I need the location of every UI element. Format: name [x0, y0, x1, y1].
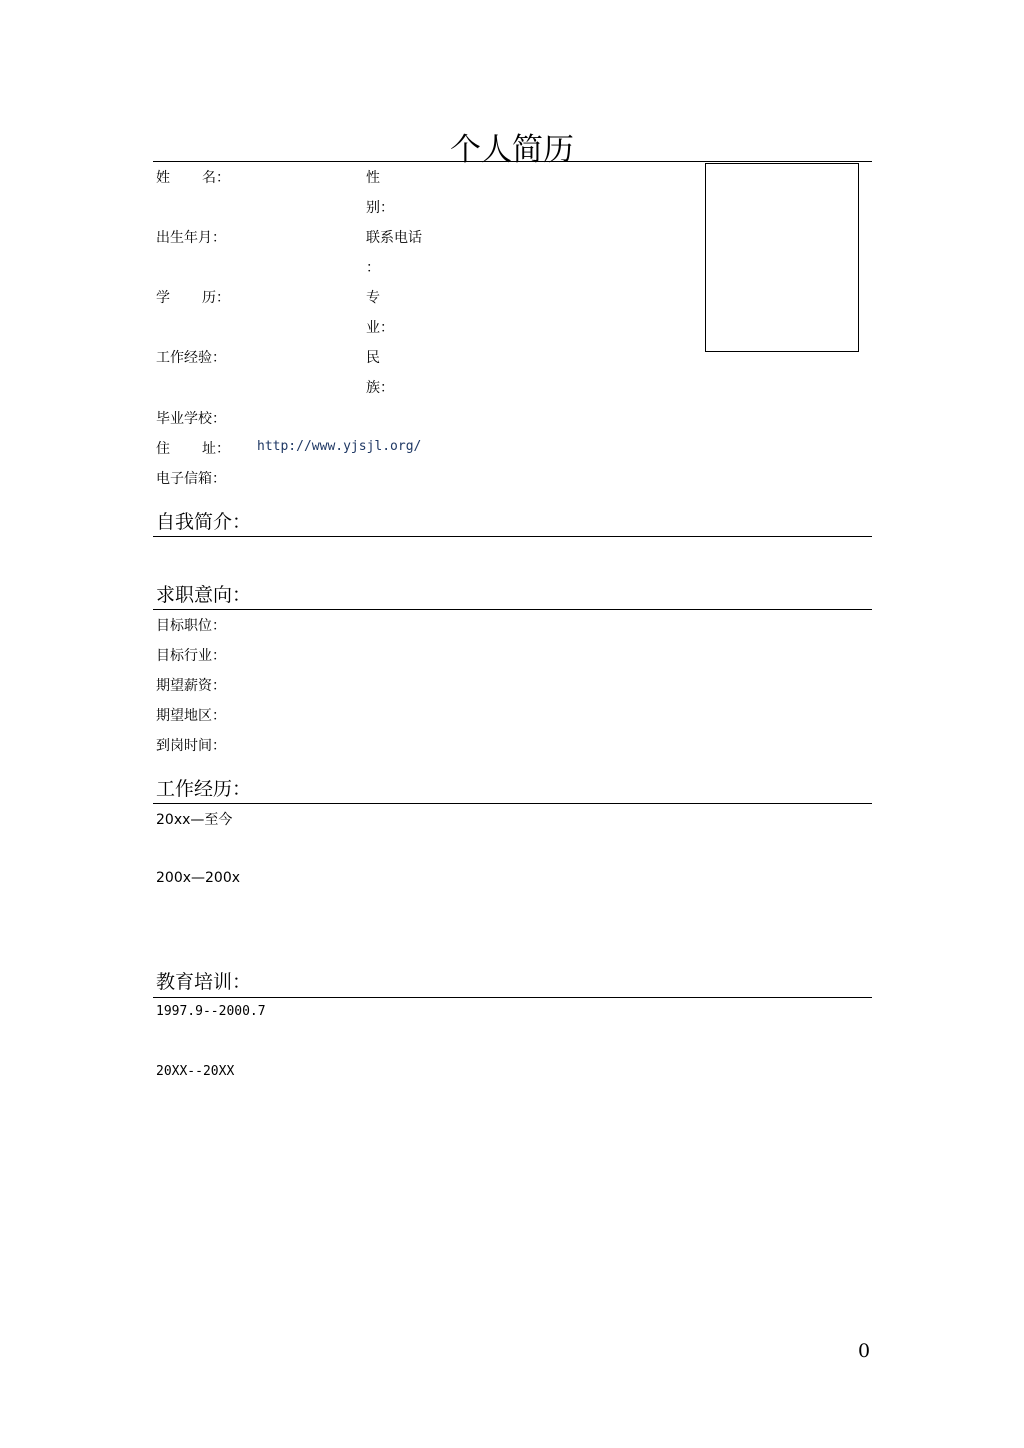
education-period-1: 1997.9--2000.7: [156, 1004, 266, 1019]
photo-placeholder: [705, 163, 859, 352]
major-label-b: 业：: [366, 320, 394, 336]
birth-label: 出生年月：: [156, 230, 226, 246]
major-label-a: 专: [366, 290, 380, 306]
school-label: 毕业学校：: [156, 411, 226, 427]
education-label-a: 学: [156, 290, 170, 306]
section-intent-heading: 求职意向：: [156, 584, 252, 606]
name-label-a: 姓: [156, 170, 170, 186]
website-link[interactable]: http://www.yjsjl.org/: [257, 439, 422, 454]
target-industry-label: 目标行业：: [156, 648, 226, 664]
resume-title: 个人简历: [450, 132, 574, 168]
target-position-label: 目标职位：: [156, 618, 226, 634]
arrival-time-label: 到岗时间：: [156, 738, 226, 754]
title-divider: [153, 161, 872, 162]
work-exp-label: 工作经验：: [156, 350, 226, 366]
page-number: 0: [858, 1340, 871, 1362]
education-label-b: 历：: [202, 290, 230, 306]
ethnic-label-b: 族：: [366, 380, 394, 396]
section-intro-heading: 自我简介：: [156, 511, 252, 533]
ethnic-label-a: 民: [366, 350, 380, 366]
work-period-1: 20xx—至今: [156, 812, 233, 828]
address-label-a: 住: [156, 441, 170, 457]
expected-region-label: 期望地区：: [156, 708, 226, 724]
education-period-2: 20XX--20XX: [156, 1064, 235, 1079]
work-divider: [153, 803, 872, 804]
gender-label-b: 别：: [366, 200, 394, 216]
gender-label-a: 性: [366, 170, 380, 186]
phone-label-a: 联系电话: [366, 230, 422, 246]
education-divider: [153, 997, 872, 998]
section-work-heading: 工作经历：: [156, 778, 252, 800]
phone-label-b: ：: [366, 260, 380, 276]
expected-salary-label: 期望薪资：: [156, 678, 226, 694]
work-period-2: 200x—200x: [156, 870, 241, 886]
intro-divider: [153, 536, 872, 537]
intent-divider: [153, 609, 872, 610]
section-education-heading: 教育培训：: [156, 971, 252, 993]
email-label: 电子信箱：: [156, 471, 226, 487]
name-label-b: 名：: [202, 170, 230, 186]
address-label-b: 址：: [202, 441, 230, 457]
